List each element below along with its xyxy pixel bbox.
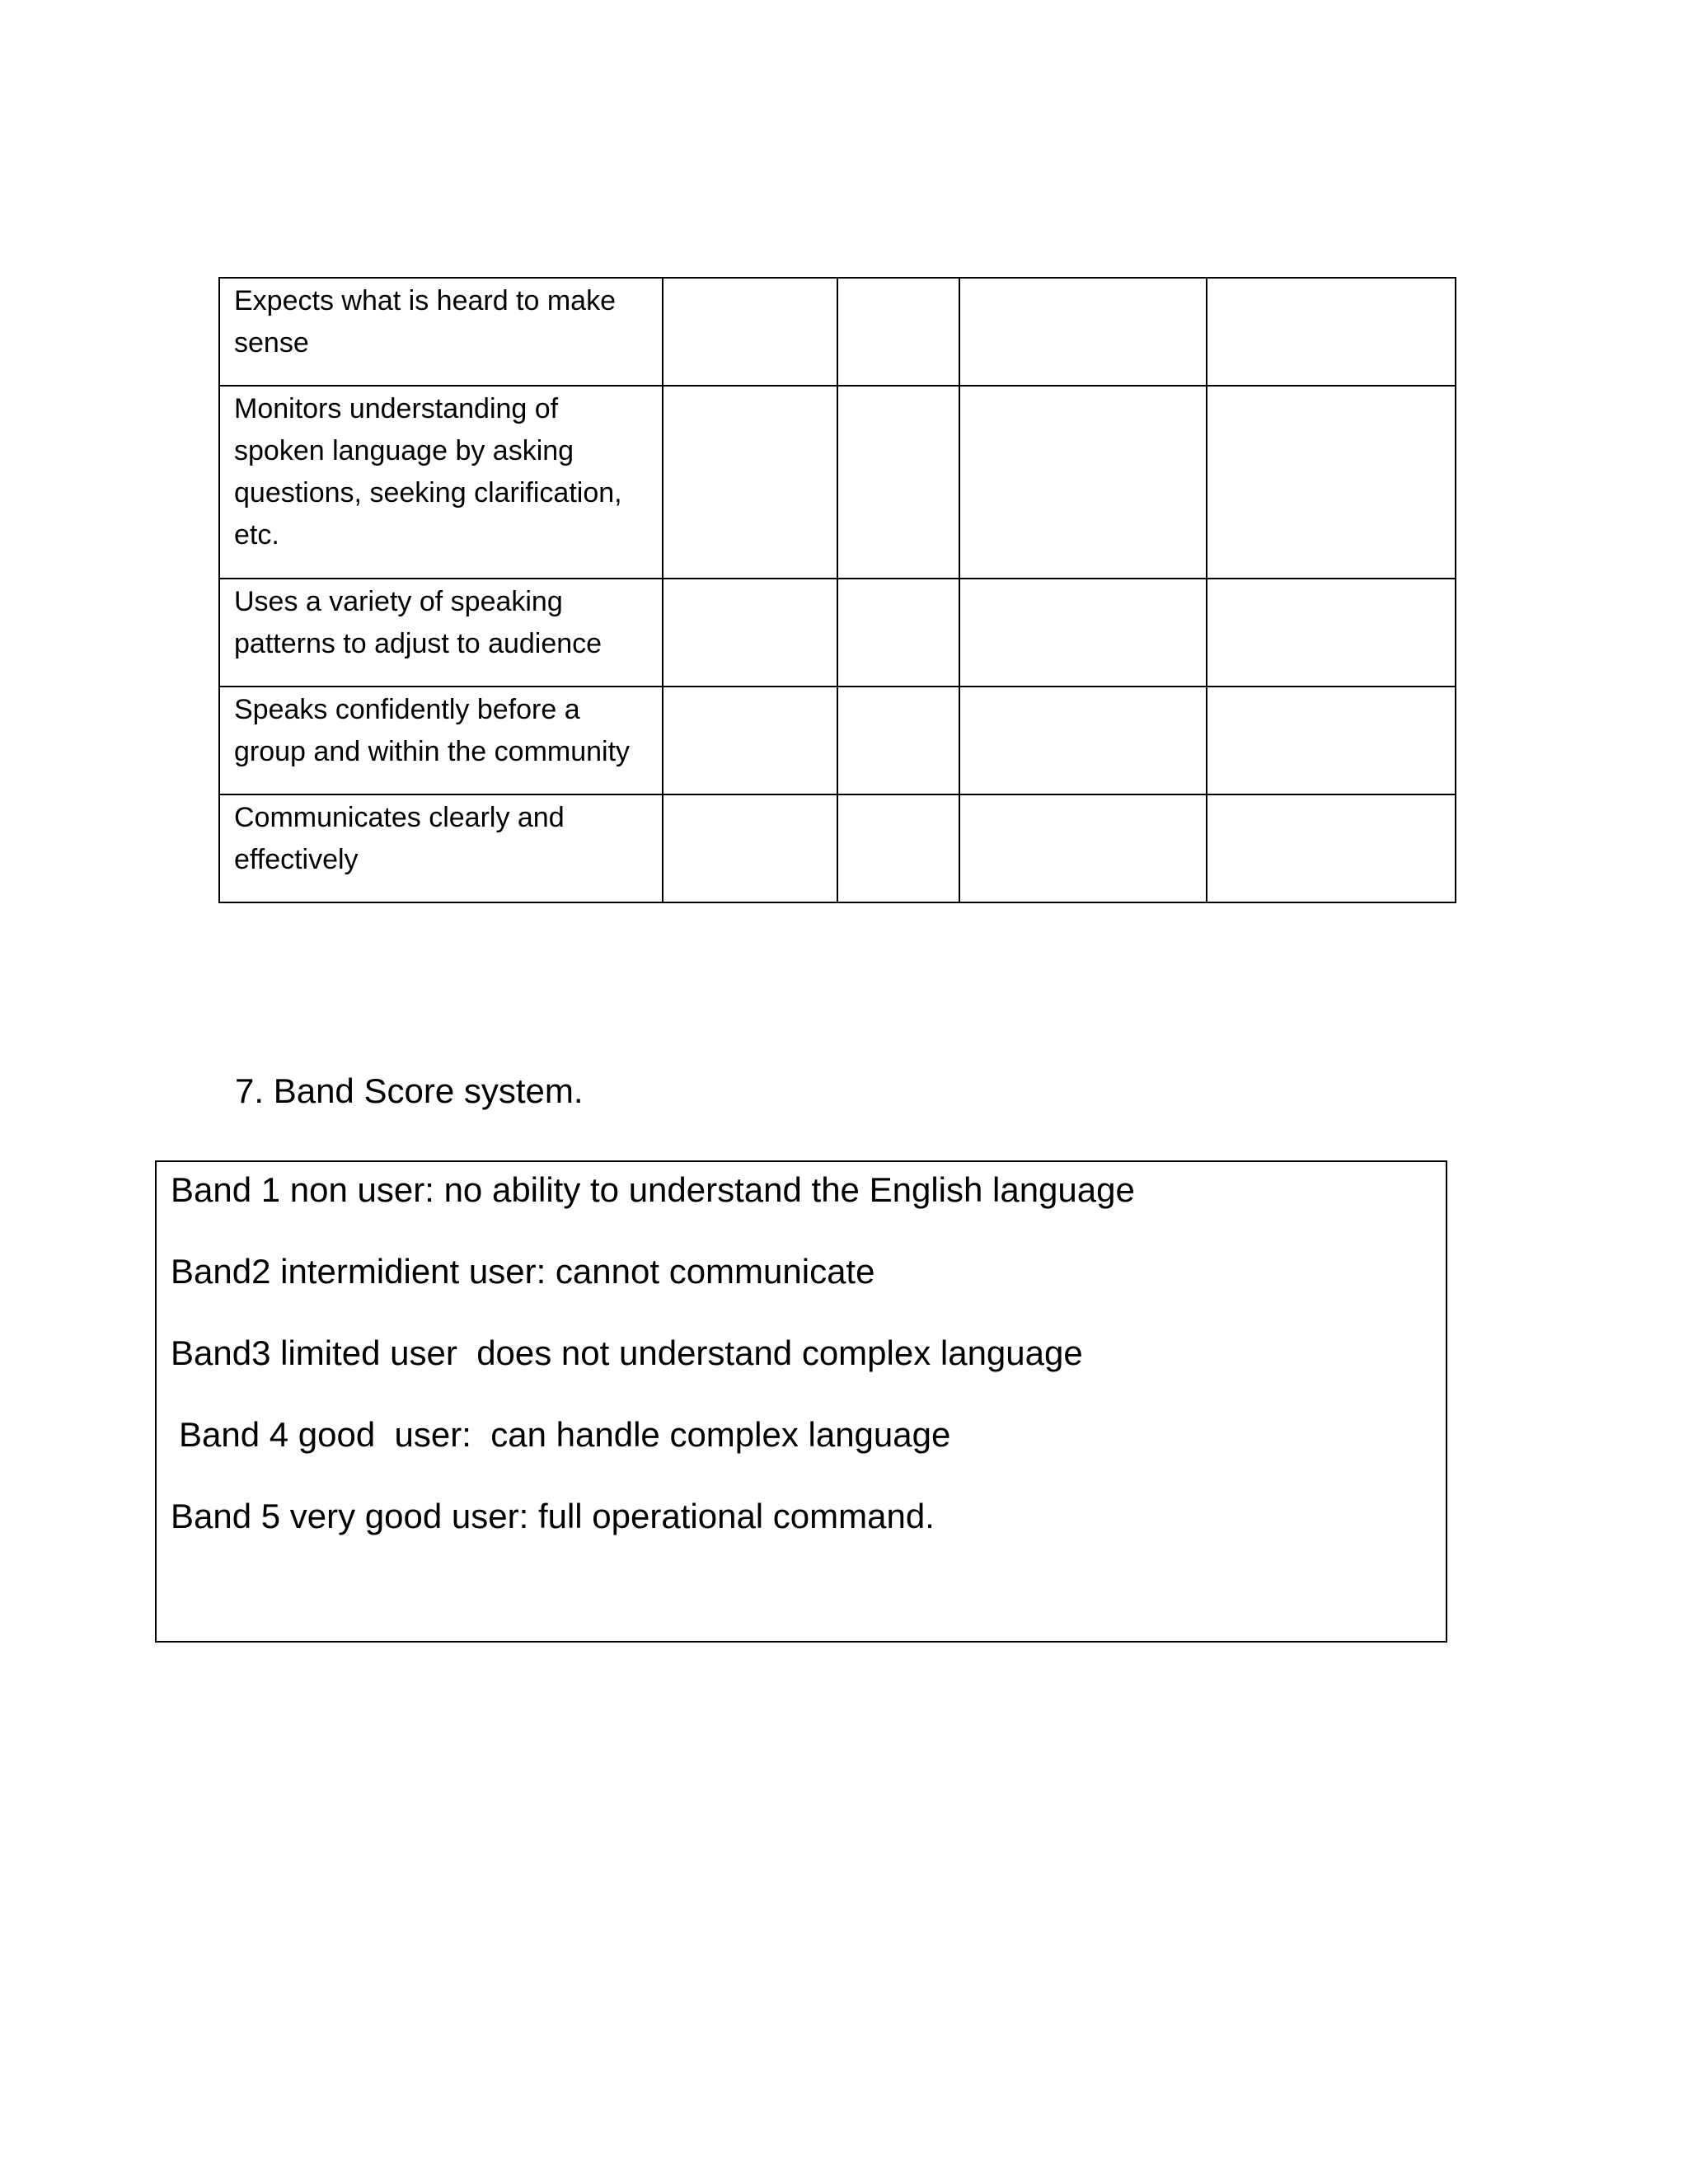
skill-label: Communicates clearly and effectively (234, 802, 565, 875)
band-5-description: Band 5 very good user: full operational command. (171, 1497, 935, 1535)
skill-label: Uses a variety of speaking patterns to adjust to audience (234, 586, 603, 659)
rating-cell (837, 687, 959, 794)
rating-cell (959, 386, 1207, 579)
band-4-description: Band 4 good user: can handle complex language (179, 1415, 951, 1454)
table-row (219, 386, 1456, 579)
skill-label: Speaks confidently before a group and within the community (234, 694, 631, 767)
rating-cell (959, 794, 1207, 902)
rating-cell (837, 278, 959, 386)
skill-label: Monitors understanding of spoken language by asking questions, seeking clarification, etc. (234, 393, 622, 551)
skill-label-cell (219, 687, 663, 794)
rating-cell (1207, 687, 1456, 794)
table-row (219, 687, 1456, 794)
rating-cell (959, 278, 1207, 386)
rating-cell (663, 687, 837, 794)
table-row (219, 794, 1456, 902)
rating-cell (837, 579, 959, 687)
band-1-description: Band 1 non user: no ability to understand the English language (171, 1170, 1135, 1209)
rating-cell (1207, 278, 1456, 386)
skill-label-cell (219, 386, 663, 579)
rating-cell (1207, 579, 1456, 687)
rating-cell (959, 579, 1207, 687)
band-2-description: Band2 intermidient user: cannot communicate (171, 1252, 875, 1291)
rating-cell (663, 278, 837, 386)
rating-cell (1207, 794, 1456, 902)
rating-cell (663, 794, 837, 902)
table-row (219, 579, 1456, 687)
skill-label-cell (219, 278, 663, 386)
rating-cell (837, 386, 959, 579)
rating-cell (663, 386, 837, 579)
skill-label-cell (219, 794, 663, 902)
rating-cell (837, 794, 959, 902)
table-row (219, 278, 1456, 386)
skill-label: Expects what is heard to make sense (234, 285, 617, 359)
band-score-box (155, 1160, 1447, 1643)
band-score-heading: 7. Band Score system. (235, 1071, 584, 1110)
rating-cell (959, 687, 1207, 794)
rating-cell (663, 579, 837, 687)
skills-checklist-table (218, 277, 1456, 903)
skill-label-cell (219, 579, 663, 687)
band-3-description: Band3 limited user does not understand complex language (171, 1333, 1083, 1372)
rating-cell (1207, 386, 1456, 579)
